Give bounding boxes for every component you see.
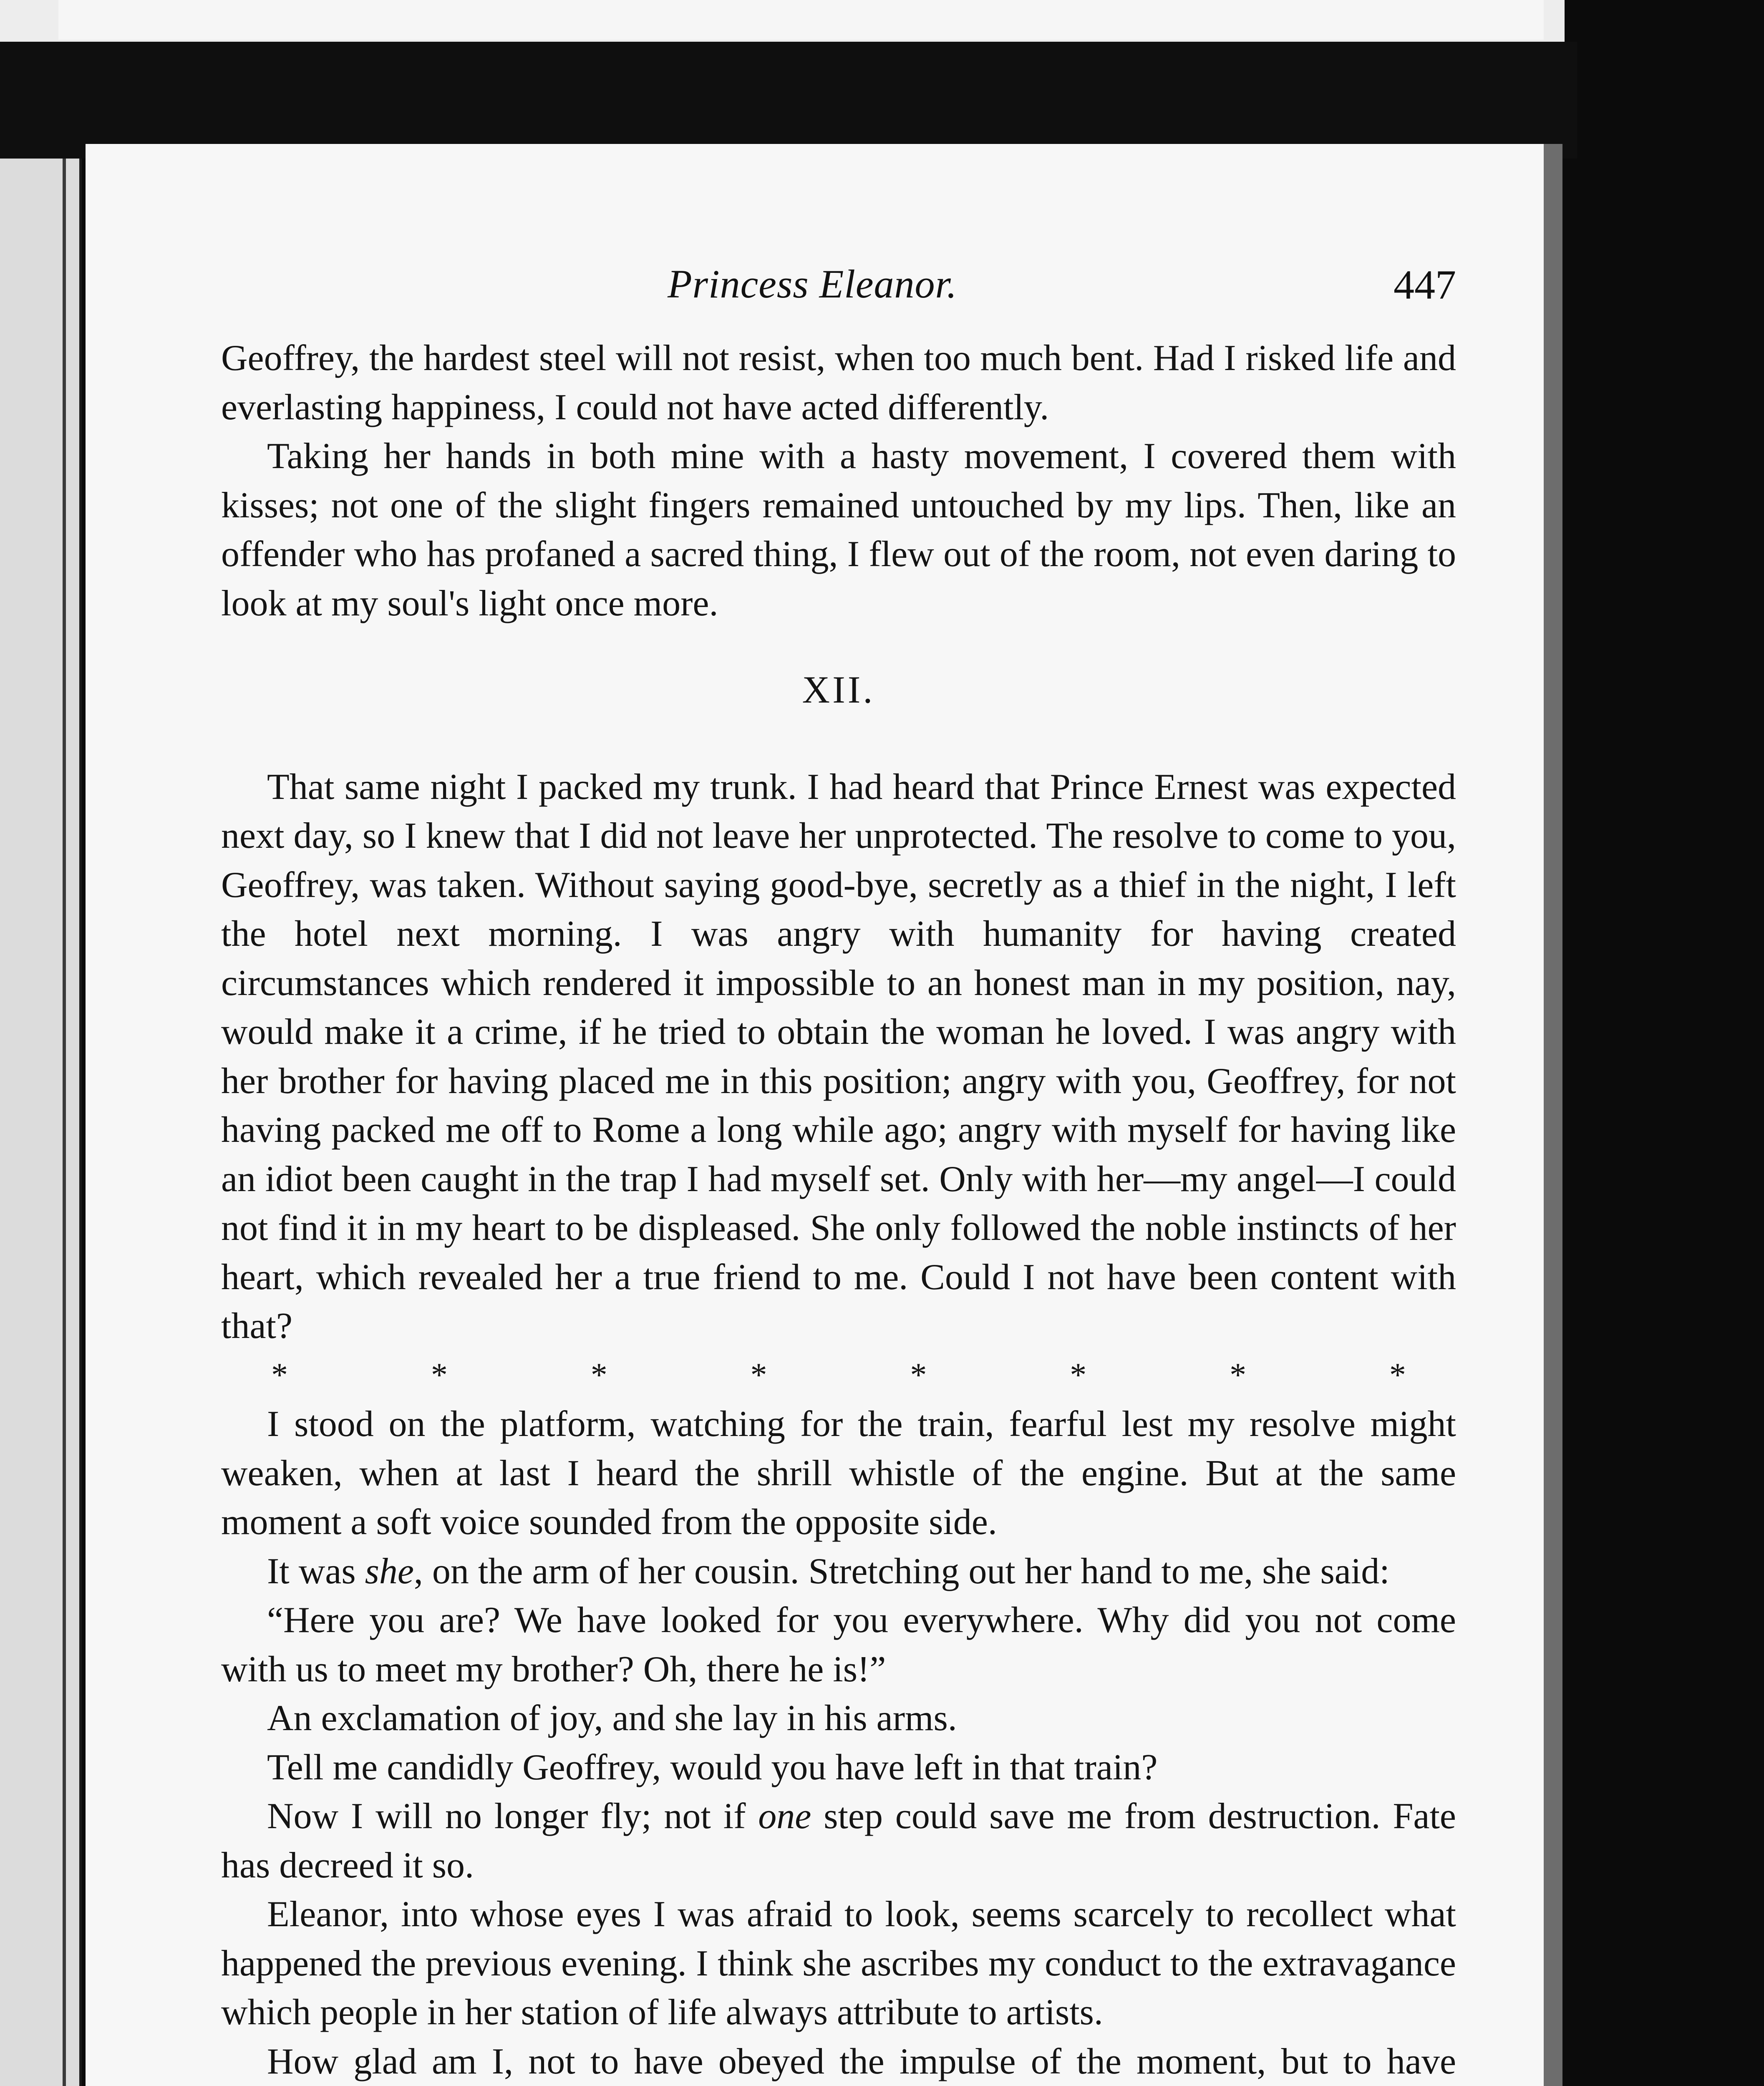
adjacent-page-top-inner — [58, 0, 1544, 40]
text-run: step could save me from destruction. Fate has decreed it so. — [221, 1796, 1456, 1886]
paragraph: An exclamation of joy, and she lay in his arms. — [267, 1698, 957, 1738]
paragraph: “Here you are? We have looked for you everywhere. Why did you not come with us to meet my brother? Oh, there he is!” — [221, 1600, 1456, 1690]
asterisk: * — [910, 1356, 927, 1393]
paragraph — [221, 1547, 1456, 1596]
left-page-edge — [0, 159, 82, 2086]
asterisk: * — [1389, 1356, 1406, 1393]
text-run: Now I will no longer fly; not if — [267, 1796, 759, 1837]
asterisk: * — [590, 1356, 607, 1393]
paragraph: Tell me candidly Geoffrey, would you have left in that train? — [267, 1747, 1158, 1788]
text-run: , on the arm of her cousin. Stretching out her hand to me, she said: — [413, 1551, 1390, 1592]
paragraph: Geoffrey, the hardest steel will not resist, when too much bent. Had I risked life and everlasting happiness, I could not have acted differently. — [221, 338, 1456, 428]
paragraph: Taking her hands in both mine with a hasty movement, I covered them with kisses; not one of the slight fingers remained untouched by my lips. Then, like an offender who has profaned a sacred thing, I flew out of the room, not even daring to look at my soul's light once more. — [221, 436, 1456, 624]
page-header — [138, 261, 1456, 315]
running-title: Princess Eleanor. — [668, 262, 958, 306]
paragraph: Eleanor, into whose eyes I was afraid to look, seems scarcely to recollect what happened the previous evening. I think she ascribes my conduct to the extravagance which people in her station of life always attribute to artists. — [221, 1894, 1456, 2033]
text-run: It was — [267, 1551, 365, 1592]
section-break — [221, 1351, 1456, 1400]
paragraph — [221, 1792, 1456, 1890]
paragraph: I stood on the platform, watching for the train, fearful lest my resolve might weaken, when at last I heard the shrill whistle of the engine. But at the same moment a soft voice sounded from the opposite side. — [221, 1404, 1456, 1542]
chapter-heading: XII. — [802, 668, 875, 711]
page-right-edge — [1544, 144, 1562, 2086]
italic-run: one — [758, 1796, 811, 1837]
page-number: 447 — [1394, 262, 1456, 308]
paragraph: How glad am I, not to have obeyed the impulse of the moment, but to have — [267, 2041, 1456, 2082]
asterisk: * — [271, 1356, 288, 1393]
asterisk: * — [1070, 1356, 1087, 1393]
asterisk: * — [750, 1356, 767, 1393]
paragraph: That same night I packed my trunk. I had heard that Prince Ernest was expected next day, so I knew that I did not leave her unprotected. The resolve to come to you, Geoffrey, was taken. Without saying good-bye, secretly as a thief in the night, I left the hotel next morning. I was angry with humanity for having created circumstances which rendered it impossible to an honest man in my position, nay, would make it a crime, if he tried to obtain the woman he loved. I was angry with her brother for having placed me in this position; angry with you, Geoffrey, for not having packed me off to Rome a long while ago; angry with myself for having like an idiot been caught in the trap I had myself set. Only with her—my angel—I could not find it in my heart to be displeased. She only followed the noble instincts of her heart, which revealed her a true friend to me. Could I not have been content with that? — [221, 766, 1456, 1346]
asterisk: * — [1230, 1356, 1247, 1393]
body-text — [221, 334, 1456, 2086]
asterisk: * — [431, 1356, 448, 1393]
gutter-line — [63, 159, 66, 2086]
scan-dark-band — [0, 42, 1577, 159]
italic-run: she — [365, 1551, 414, 1592]
